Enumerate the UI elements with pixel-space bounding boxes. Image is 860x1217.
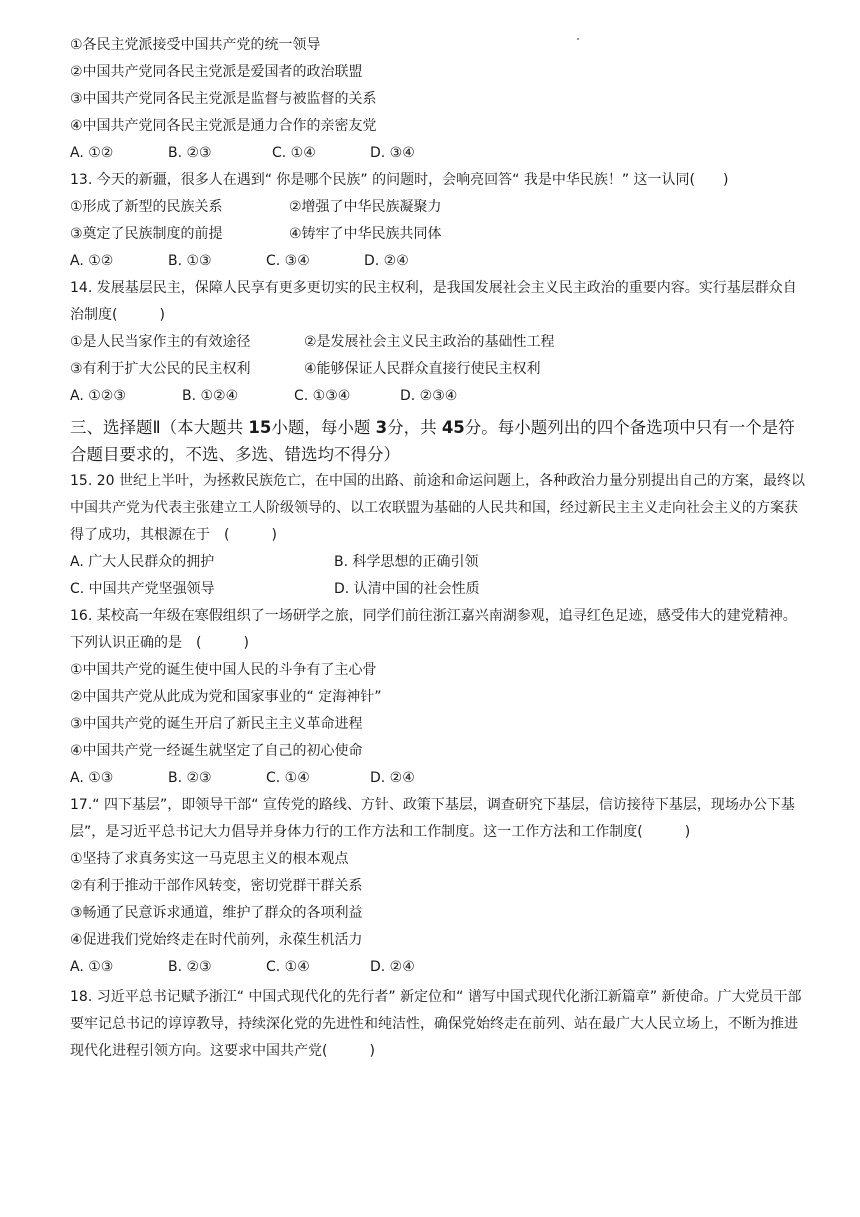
q13-item-1: ①形成了新型的民族关系 <box>70 199 223 215</box>
question-12 <box>70 32 810 167</box>
q16-options <box>70 765 810 792</box>
q15-stem: 15. 20 世纪上半叶，为拯救民族危亡，在中国的出路、前途和命运问题上，各种政治力量分别提出自己的方案，最终以中国共产党为代表主张建立工人阶级领导的、以工农联盟为基础的人民共和国，经过新民主主义走向社会主义的方案获得了成功，其根源在于 ( ) <box>70 473 805 543</box>
q18-stem: 18. 习近平总书记赋予浙江“ 中国式现代化的先行者” 新定位和“ 谱写中国式现代化浙江新篇章” 新使命。广大党员干部要牢记总书记的谆谆教导，持续深化党的先进性和纯洁性，确保党始终走在前列、站在最广大人民立场上，不断为推进现代化进程引领方向。这要求中国共产党( ) <box>70 989 802 1059</box>
q16-option-c: C. ①④ <box>266 770 310 786</box>
q15-option-b: B. 科学思想的正确引领 <box>334 554 479 570</box>
q14-options <box>70 383 810 410</box>
q13-option-a: A. ①② <box>70 253 114 269</box>
q12-options <box>70 140 810 167</box>
q16-item-1: ①中国共产党的诞生使中国人民的斗争有了主心骨 <box>70 662 377 678</box>
q17-option-a: A. ①③ <box>70 959 114 975</box>
q17-options <box>70 954 810 981</box>
question-16 <box>70 603 810 792</box>
section-3-points-total: 45 <box>441 418 465 437</box>
section-3-text-2: 小题，每小题 <box>271 418 376 437</box>
q12-item-4: ④中国共产党同各民主党派是通力合作的亲密友党 <box>70 118 377 134</box>
q17-item-1: ①坚持了求真务实这一马克思主义的根本观点 <box>70 851 349 867</box>
q16-stem: 16. 某校高一年级在寒假组织了一场研学之旅，同学们前往浙江嘉兴南湖参观，追寻红色足迹，感受伟大的建党精神。下列认识正确的是 ( ) <box>70 608 797 651</box>
q13-item-4: ④铸牢了中华民族共同体 <box>289 226 442 242</box>
section-3-text-3: 分，共 <box>387 418 442 437</box>
q12-option-a: A. ①② <box>70 145 114 161</box>
q12-item-3: ③中国共产党同各民主党派是监督与被监督的关系 <box>70 91 377 107</box>
q14-item-1: ①是人民当家作主的有效途径 <box>70 334 251 350</box>
section-3-count: 15 <box>248 418 272 437</box>
q14-item-3: ③有利于扩大公民的民主权利 <box>70 361 251 377</box>
section-3-text-4: 分。每小题列出的四个备选项中只有一个是符合题目要求的，不选、多选、错选均不得分） <box>70 418 795 464</box>
q13-items-row-2 <box>70 221 810 248</box>
question-14 <box>70 275 810 410</box>
q14-option-c: C. ①③④ <box>294 388 351 404</box>
q14-option-b: B. ①②④ <box>182 388 239 404</box>
q17-item-2: ②有利于推动干部作风转变，密切党群干群关系 <box>70 878 363 894</box>
q13-option-b: B. ①③ <box>168 253 212 269</box>
q16-option-a: A. ①③ <box>70 770 114 786</box>
q13-options <box>70 248 810 275</box>
q17-item-3: ③畅通了民意诉求通道，维护了群众的各项利益 <box>70 905 363 921</box>
q15-option-a: A. 广大人民群众的拥护 <box>70 554 215 570</box>
q13-stem: 13. 今天的新疆，很多人在遇到“ 你是哪个民族” 的问题时，会响亮回答“ 我是中华民族！” 这一认同( ) <box>70 172 729 188</box>
q13-items-row-1 <box>70 194 810 221</box>
q17-item-4: ④促进我们党始终走在时代前列，永葆生机活力 <box>70 932 363 948</box>
q12-option-b: B. ②③ <box>168 145 212 161</box>
q14-item-4: ④能够保证人民群众直接行使民主权利 <box>304 361 541 377</box>
q17-option-c: C. ①④ <box>266 959 310 975</box>
q12-item-2: ②中国共产党同各民主党派是爱国者的政治联盟 <box>70 64 363 80</box>
question-15 <box>70 468 810 603</box>
q12-option-d: D. ③④ <box>370 145 415 161</box>
q14-option-a: A. ①②③ <box>70 388 126 404</box>
q16-item-2: ②中国共产党从此成为党和国家事业的“ 定海神针” <box>70 689 382 705</box>
q13-option-c: C. ③④ <box>266 253 310 269</box>
q15-option-d: D. 认清中国的社会性质 <box>334 581 480 597</box>
q14-stem: 14. 发展基层民主，保障人民享有更多更切实的民主权利，是我国发展社会主义民主政治的重要内容。实行基层群众自治制度( ) <box>70 280 797 323</box>
q17-option-d: D. ②④ <box>370 959 415 975</box>
q15-option-c: C. 中国共产党坚强领导 <box>70 581 215 597</box>
q14-items-row-2 <box>70 356 810 383</box>
q16-item-3: ③中国共产党的诞生开启了新民主主义革命进程 <box>70 716 363 732</box>
q16-option-b: B. ②③ <box>168 770 212 786</box>
section-3-points-each: 3 <box>375 418 388 437</box>
section-3-text-1: 三、选择题Ⅱ（本大题共 <box>70 418 249 437</box>
q16-item-4: ④中国共产党一经诞生就坚定了自己的初心使命 <box>70 743 363 759</box>
q13-option-d: D. ②④ <box>364 253 409 269</box>
question-17 <box>70 792 810 981</box>
q13-item-3: ③奠定了民族制度的前提 <box>70 226 223 242</box>
question-13 <box>70 167 810 275</box>
q14-option-d: D. ②③④ <box>400 388 458 404</box>
q15-options-row-2 <box>70 576 810 603</box>
q12-option-c: C. ①④ <box>272 145 316 161</box>
q17-stem: 17.“ 四下基层”，即领导干部“ 宣传党的路线、方针、政策下基层，调查研究下基层，信访接待下基层，现场办公下基层”，是习近平总书记大力倡导并身体力行的工作方法和工作制度。这一工作方法和工作制度( ) <box>70 797 795 840</box>
q15-options-row-1 <box>70 549 810 576</box>
q17-option-b: B. ②③ <box>168 959 212 975</box>
q12-item-1: ①各民主党派接受中国共产党的统一领导 <box>70 37 321 53</box>
q16-option-d: D. ②④ <box>370 770 415 786</box>
question-18 <box>70 984 810 1065</box>
q14-item-2: ②是发展社会主义民主政治的基础性工程 <box>304 334 555 350</box>
question-list <box>70 32 810 1065</box>
section-3-heading <box>70 414 810 468</box>
q13-item-2: ②增强了中华民族凝聚力 <box>289 199 442 215</box>
q14-items-row-1 <box>70 329 810 356</box>
